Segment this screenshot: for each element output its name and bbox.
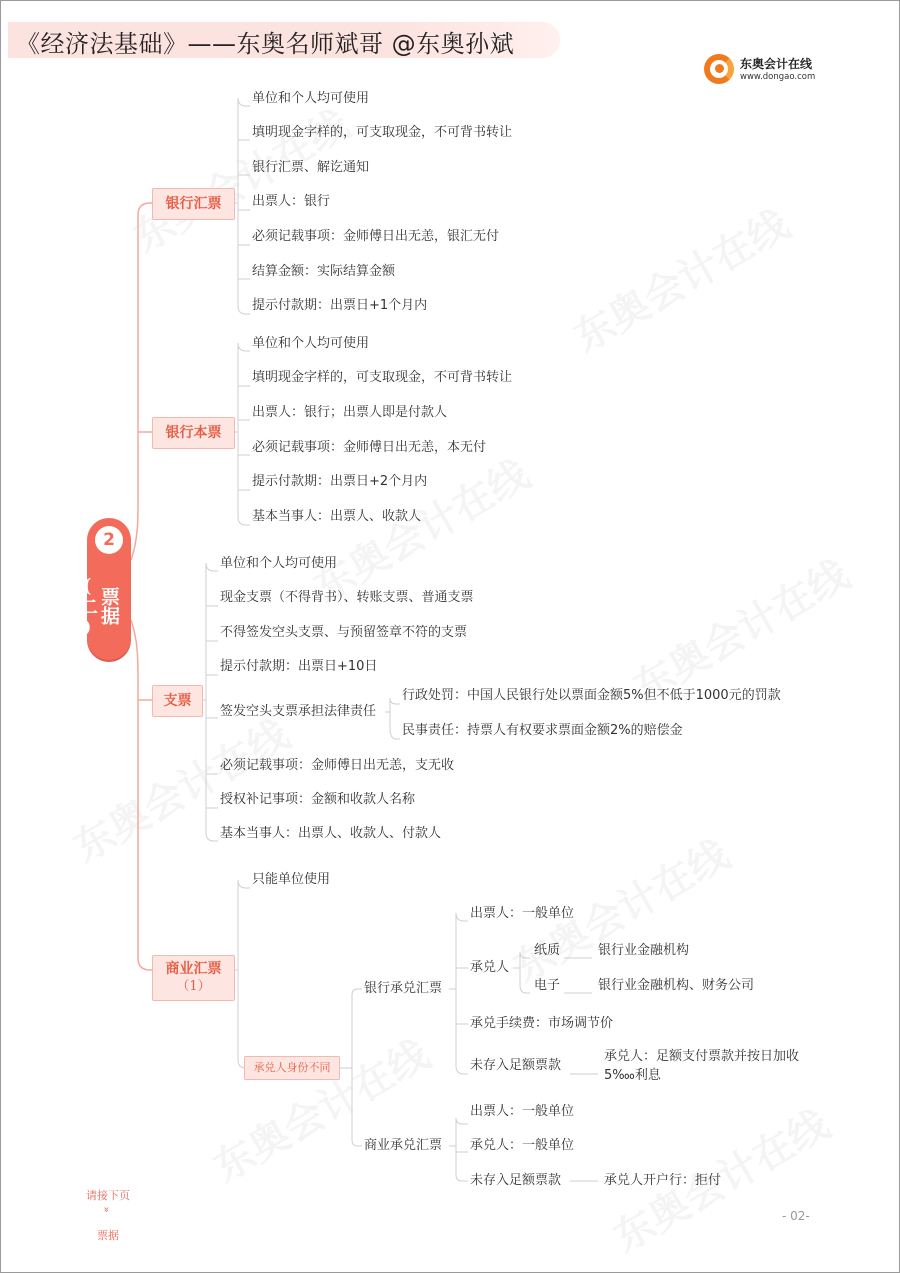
list-item: 必须记载事项：金师傅日出无恙，银汇无付 bbox=[252, 229, 500, 244]
list-item: 填明现金字样的，可支取现金，不可背书转让 bbox=[252, 370, 513, 385]
list-item: 结算金额：实际结算金额 bbox=[252, 264, 396, 279]
list-item: 单位和个人均可使用 bbox=[252, 91, 370, 106]
list-item: 未存入足额票款 bbox=[470, 1173, 562, 1188]
list-item: 单位和个人均可使用 bbox=[220, 556, 338, 571]
list-item: 提示付款期：出票日+10日 bbox=[220, 659, 378, 674]
list-item: 填明现金字样的，可支取现金，不可背书转让 bbox=[252, 125, 513, 140]
list-item: 5‱利息 bbox=[604, 1068, 661, 1083]
topic-bank-draft: 银行汇票 bbox=[152, 188, 235, 220]
list-item: 银行承兑汇票 bbox=[364, 981, 443, 996]
list-item: 银行业金融机构、财务公司 bbox=[598, 978, 755, 993]
list-item: 银行业金融机构 bbox=[598, 943, 690, 958]
list-item: 出票人：银行 bbox=[252, 194, 331, 209]
list-item: 纸质 bbox=[534, 943, 561, 958]
list-item: 商业承兑汇票 bbox=[364, 1138, 443, 1153]
topic-commercial-draft bbox=[152, 955, 235, 1001]
list-item: 出票人：一般单位 bbox=[470, 1104, 575, 1119]
list-item: 出票人：银行；出票人即是付款人 bbox=[252, 405, 448, 420]
list-item: 现金支票（不得背书）、转账支票、普通支票 bbox=[220, 590, 474, 605]
list-item: 必须记载事项：金师傅日出无恙，本无付 bbox=[252, 440, 487, 455]
continue-label: 请接下页 bbox=[86, 1189, 130, 1202]
list-item: 承兑人 bbox=[470, 960, 510, 975]
list-item: 承兑人开户行：拒付 bbox=[604, 1173, 722, 1188]
list-item: 必须记载事项：金师傅日出无恙，支无收 bbox=[220, 758, 455, 773]
list-item: 承兑手续费：市场调节价 bbox=[470, 1016, 614, 1031]
logo-name: 东奥会计在线 bbox=[740, 57, 813, 71]
list-item: 出票人：一般单位 bbox=[470, 906, 575, 921]
main-topic-number: 2 bbox=[95, 526, 123, 554]
continue-topic: 票据 bbox=[97, 1229, 119, 1242]
main-topic-node bbox=[76, 518, 131, 660]
list-item: 银行汇票、解讫通知 bbox=[252, 160, 370, 175]
page-title: 《经济法基础》——东奥名师斌哥 @东奥孙斌 bbox=[16, 30, 515, 58]
list-item: 电子 bbox=[534, 978, 561, 993]
topic-label-line: 商业汇票 bbox=[165, 961, 222, 977]
list-item: 授权补记事项：金额和收款人名称 bbox=[220, 792, 416, 807]
list-item: 承兑人：足额支付票款并按日加收 bbox=[604, 1049, 800, 1064]
list-item-liability: 签发空头支票承担法律责任 bbox=[220, 704, 377, 719]
main-topic-text: 票据(二) bbox=[76, 574, 120, 638]
list-item: 只能单位使用 bbox=[252, 872, 331, 887]
list-item: 提示付款期：出票日+2个月内 bbox=[252, 474, 428, 489]
list-item: 承兑人：一般单位 bbox=[470, 1138, 575, 1153]
tag-acceptor-diff: 承兑人身份不同 bbox=[244, 1056, 340, 1080]
list-item: 单位和个人均可使用 bbox=[252, 336, 370, 351]
list-item: 民事责任：持票人有权要求票面金额2%的赔偿金 bbox=[402, 723, 683, 738]
list-item: 不得签发空头支票、与预留签章不符的支票 bbox=[220, 625, 468, 640]
topic-cashier-check: 银行本票 bbox=[152, 417, 235, 449]
list-item: 未存入足额票款 bbox=[470, 1058, 562, 1073]
list-item: 行政处罚：中国人民银行处以票面金额5%但不低于1000元的罚款 bbox=[402, 688, 781, 703]
page-number: - 02- bbox=[782, 1209, 810, 1223]
main-topic-label bbox=[76, 558, 120, 654]
topic-check: 支票 bbox=[152, 685, 203, 717]
topic-label-line: （1） bbox=[176, 979, 211, 994]
list-item: 提示付款期：出票日+1个月内 bbox=[252, 298, 428, 313]
chevron-down-icon: » bbox=[100, 1206, 112, 1213]
list-item: 基本当事人：出票人、收款人 bbox=[252, 509, 422, 524]
list-item: 基本当事人：出票人、收款人、付款人 bbox=[220, 826, 442, 841]
logo-url: www.dongao.com bbox=[740, 72, 816, 82]
